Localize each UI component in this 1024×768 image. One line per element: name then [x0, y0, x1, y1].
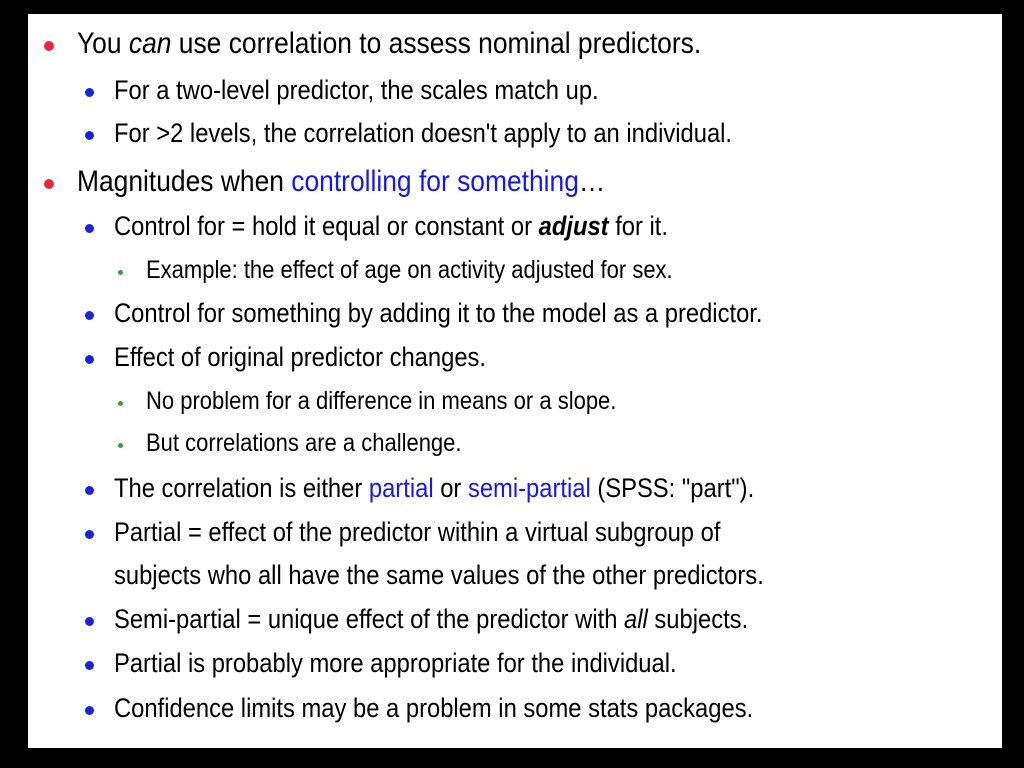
bullet-item — [114, 648, 895, 679]
bullet-dot-level2 — [85, 617, 94, 626]
bullet-dot-level2 — [85, 530, 94, 539]
highlight-text: controlling for something — [291, 165, 579, 198]
bullet-item — [114, 211, 895, 242]
bullet-text: No problem for a difference in means or a slope. — [146, 387, 617, 415]
bullet-text: Partial is probably more appropriate for the individual. — [114, 648, 677, 678]
bullet-item — [146, 256, 899, 285]
bullet-dot-level2 — [85, 131, 94, 140]
bullet-text: … — [578, 165, 606, 198]
bullet-text: subjects. — [647, 604, 749, 634]
bullet-text: (SPSS: "part"). — [590, 473, 755, 503]
bullet-text: Example: the effect of age on activity adjusted for sex. — [146, 256, 673, 284]
bullet-item — [114, 517, 895, 548]
highlight-text: semi-partial — [467, 473, 591, 503]
bullet-item — [146, 387, 899, 416]
bullet-text: Control for = hold it equal or constant or — [114, 211, 539, 241]
bullet-text: subjects who all have the same values of the other predictors. — [114, 560, 764, 590]
bullet-text: or — [433, 473, 468, 503]
bullet-dot-level2 — [85, 355, 94, 364]
emphasis-text: can — [128, 27, 172, 60]
bullet-item — [114, 604, 895, 635]
bullet-dot-level3 — [118, 401, 123, 406]
bullet-item — [77, 27, 891, 61]
bullet-item — [114, 118, 895, 149]
bullet-dot-level2 — [85, 486, 94, 495]
bullet-text: for it. — [608, 211, 669, 241]
bullet-item — [146, 429, 899, 458]
bullet-item-continuation — [114, 560, 895, 591]
bullet-text: Control for something by adding it to the model as a predictor. — [114, 298, 763, 328]
bullet-text: The correlation is either — [114, 473, 369, 503]
bullet-text: Partial = effect of the predictor within a virtual subgroup of — [114, 517, 721, 547]
bullet-text: use correlation to assess nominal predictors. — [171, 27, 702, 60]
bullet-text: Effect of original predictor changes. — [114, 342, 487, 372]
bullet-text: Magnitudes when — [77, 165, 292, 198]
bullet-dot-level1 — [44, 179, 54, 189]
bullet-dot-level2 — [85, 311, 94, 320]
highlight-text: partial — [368, 473, 434, 503]
bullet-item — [114, 298, 895, 329]
emphasis-text: adjust — [538, 211, 609, 241]
bullet-text: For >2 levels, the correlation doesn't apply to an individual. — [114, 118, 733, 148]
bullet-dot-level2 — [85, 88, 94, 97]
slide — [28, 14, 1002, 748]
bullet-text: You — [77, 27, 129, 60]
bullet-dot-level3 — [118, 270, 123, 275]
bullet-item — [114, 75, 895, 106]
bullet-dot-level1 — [44, 41, 54, 51]
bullet-dot-level2 — [85, 706, 94, 715]
emphasis-text: all — [624, 604, 648, 634]
bullet-dot-level2 — [85, 661, 94, 670]
bullet-text: Semi-partial = unique effect of the predictor with — [114, 604, 625, 634]
bullet-item — [77, 165, 891, 199]
bullet-dot-level2 — [85, 224, 94, 233]
bullet-dot-level3 — [118, 443, 123, 448]
bullet-text: Confidence limits may be a problem in some stats packages. — [114, 693, 754, 723]
bullet-item — [114, 473, 895, 504]
bullet-text: But correlations are a challenge. — [146, 429, 462, 457]
bullet-item — [114, 693, 895, 724]
bullet-text: For a two-level predictor, the scales match up. — [114, 75, 599, 105]
bullet-item — [114, 342, 895, 373]
